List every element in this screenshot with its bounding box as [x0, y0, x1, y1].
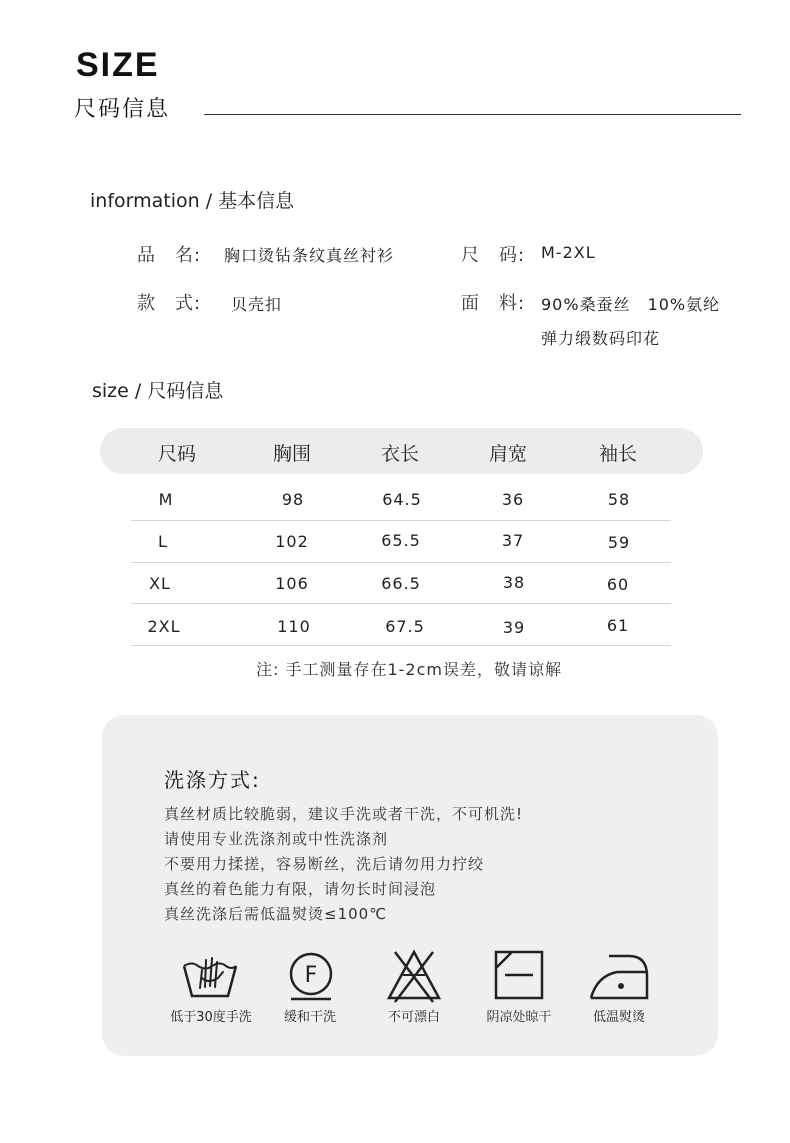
table-cell: 66.5	[381, 574, 421, 593]
column-header-size: 尺码	[157, 443, 197, 465]
care-line: 真丝材质比较脆弱，建议手洗或者干洗，不可机洗!	[164, 805, 524, 823]
care-title: 洗涤方式:	[164, 768, 261, 792]
column-header-shoulder: 肩宽	[488, 443, 528, 465]
dry-clean-f-icon	[281, 948, 341, 1004]
shade-dry-icon	[489, 948, 549, 1004]
size-heading: size / 尺码信息	[92, 380, 224, 402]
table-cell: L	[158, 532, 168, 551]
row-divider	[131, 562, 671, 563]
column-header-length: 衣长	[380, 443, 420, 465]
info-heading: information / 基本信息	[90, 190, 295, 212]
style-label: 款 式:	[137, 293, 202, 314]
title-divider	[204, 114, 741, 115]
icon-label: 低于30度手洗	[170, 1010, 252, 1025]
fabric-value-line2: 弹力缎数码印花	[541, 329, 661, 348]
table-cell: 65.5	[381, 531, 421, 550]
table-cell: 64.5	[382, 490, 422, 509]
size-range-value: M-2XL	[541, 243, 596, 262]
fabric-label: 面 料:	[461, 293, 526, 314]
low-iron-icon	[589, 948, 649, 1004]
care-line: 真丝的着色能力有限，请勿长时间浸泡	[164, 880, 437, 898]
table-cell: 61	[606, 616, 630, 635]
care-line: 请使用专业洗涤剂或中性洗涤剂	[164, 830, 389, 848]
table-cell: 59	[607, 533, 631, 552]
name-label: 品 名:	[137, 245, 202, 266]
table-cell: 106	[275, 574, 309, 593]
table-cell: 36	[501, 490, 525, 509]
table-cell: 60	[606, 575, 630, 594]
table-cell: XL	[149, 574, 171, 593]
table-cell: 98	[281, 490, 305, 509]
page-title-en: SIZE	[76, 46, 160, 84]
column-header-sleeve: 袖长	[598, 443, 638, 465]
page-title-cn: 尺码信息	[74, 97, 171, 122]
style-value: 贝壳扣	[231, 295, 283, 314]
fabric-value-line1: 90%桑蚕丝 10%氨纶	[541, 295, 721, 314]
table-cell: 38	[502, 573, 526, 592]
table-cell: 67.5	[385, 617, 425, 636]
column-header-chest: 胸围	[272, 443, 312, 465]
table-cell: 102	[275, 532, 309, 551]
measurement-note: 注: 手工测量存在1-2cm误差，敬请谅解	[256, 660, 562, 679]
row-divider	[131, 603, 671, 604]
icon-label: 缓和干洗	[283, 1010, 337, 1025]
icon-label: 低温熨烫	[592, 1010, 646, 1025]
table-cell: 39	[502, 618, 526, 637]
row-divider	[131, 645, 671, 646]
table-cell: 110	[277, 617, 311, 636]
icon-label: 不可漂白	[387, 1010, 441, 1025]
table-cell: 37	[501, 531, 525, 550]
dry-clean-f-glyph: F	[304, 963, 318, 988]
size-range-label: 尺 码:	[461, 245, 526, 266]
table-cell: 2XL	[147, 617, 181, 636]
name-value: 胸口烫钻条纹真丝衬衫	[224, 246, 395, 265]
table-cell: M	[158, 490, 174, 509]
table-cell: 58	[607, 490, 631, 509]
care-line: 不要用力揉搓，容易断丝，洗后请勿用力拧绞	[164, 855, 485, 873]
hand-wash-icon	[180, 948, 240, 1004]
care-line: 真丝洗涤后需低温熨烫≤100℃	[164, 905, 388, 923]
row-divider	[131, 520, 671, 521]
icon-label: 阴凉处晾干	[486, 1010, 552, 1025]
no-bleach-icon	[384, 948, 444, 1004]
